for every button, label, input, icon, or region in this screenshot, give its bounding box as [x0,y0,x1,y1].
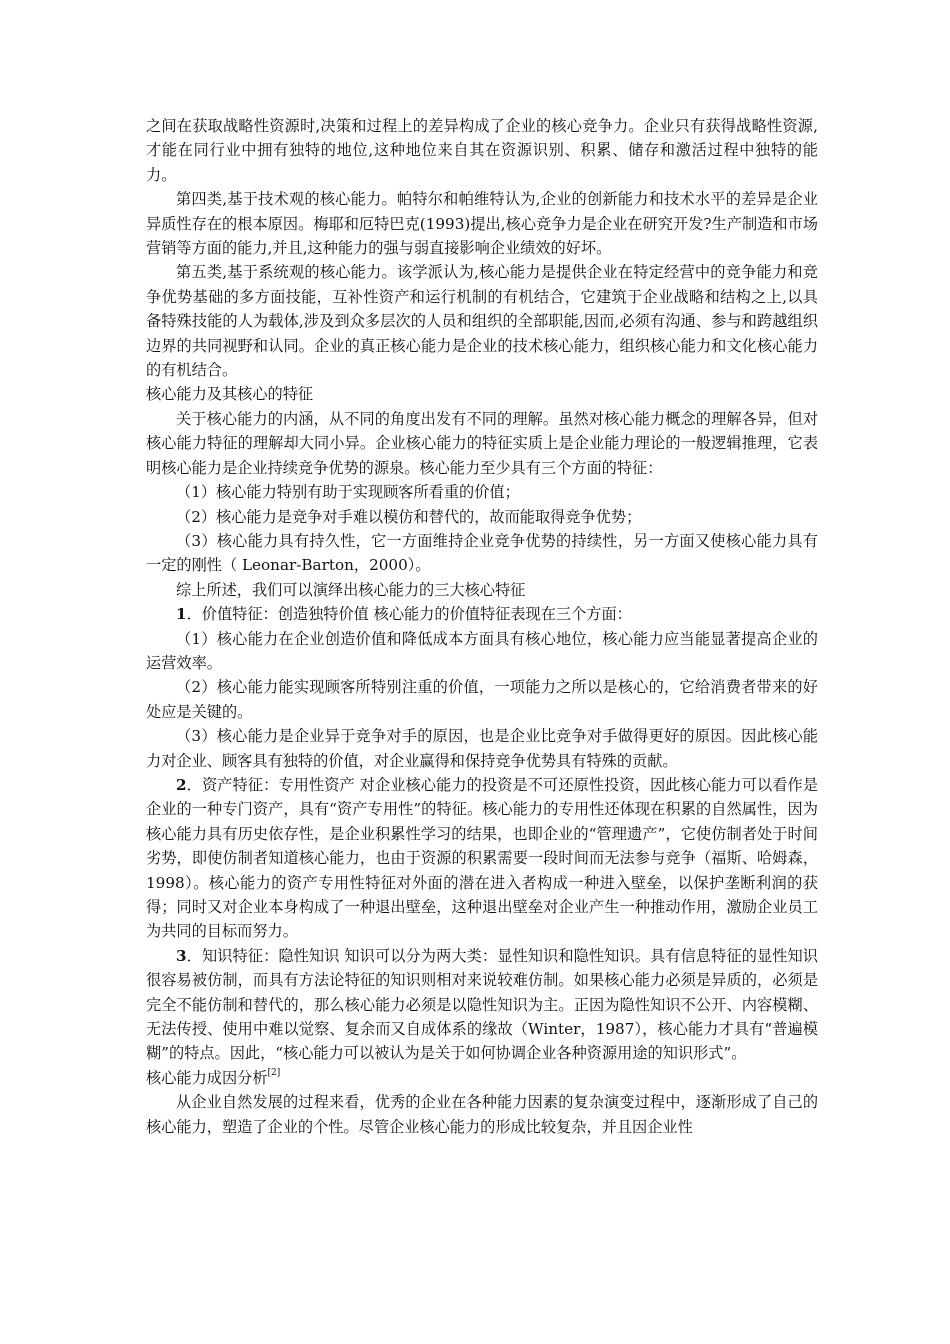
paragraph-1: 之间在获取战略性资源时,决策和过程上的差异构成了企业的核心竞争力。企业只有获得战略性资源, 才能在同行业中拥有独特的地位,这种地位来自其在资源识别、积累、储存和激活过程中独特的能力。 [146,117,818,184]
section-heading-2 [146,1066,818,1090]
feature-1-heading [146,602,818,626]
feature-1-item-1: （1）核心能力在企业创造价值和降低成本方面具有核心地位，核心能力应当能显著提高企业的运营效率。 [146,629,818,672]
list-item-1: （1）核心能力特别有助于实现顾客所看重的价值； [176,483,520,502]
paragraph-4: 关于核心能力的内涵，从不同的角度出发有不同的理解。虽然对核心能力概念的理解各异，但对核心能力特征的理解却大同小异。企业核心能力的特征实质上是企业能力理论的一般逻辑推理，它表明核心能力是企业持续竞争优势的源泉。核心能力至少具有三个方面的特征： [146,409,818,477]
paragraph-last: 从企业自然发展的过程来看，优秀的企业在各种能力因素的复杂演变过程中，逐渐形成了自己的核心能力，塑造了企业的个性。尽管企业核心能力的形成比较复杂，并且因企业性 [146,1093,818,1136]
document-page [146,114,818,1139]
feature-3-text: ．知识特征：隐性知识 知识可以分为两大类：显性知识和隐性知识。具有信息特征的显性知识很容易被仿制，而具有方法论特征的知识则相对来说较难仿制。如果核心能力必须是异质的，必须是完全不能仿制和替代的，那么核心能力必须是以隐性知识为主。正因为隐性知识不公开、内容模糊、无法传授、使用中难以觉察、复余而又自成体系的缘故（Winter，1987），核心能力才具有“普遍模糊”的特点。因此，“核心能力可以被认为是关于如何协调企业各种资源用途的知识形式”。 [146,946,818,1063]
paragraph-2: 第四类,基于技术观的核心能力。帕特尔和帕维特认为,企业的创新能力和技术水平的差异是企业异质性存在的根本原因。梅耶和厄特巴克(1993)提出,核心竞争力是企业在研究开发?生产制造和市场营销等方面的能力,并且,这种能力的强与弱直接影响企业绩效的好坏。 [146,190,818,258]
feature-1-text: ．价值特征：创造独特价值 核心能力的价值特征表现在三个方面： [186,605,632,624]
feature-1-item-2: （2）核心能力能实现顾客所特别注重的价值，一项能力之所以是核心的，它给消费者带来的好处应是关键的。 [146,678,818,721]
feature-2-text: ．资产特征：专用性资产 对企业核心能力的投资是不可还原性投资，因此核心能力可以看作是企业的一种专门资产，具有“资产专用性”的特征。核心能力的专用性还体现在积累的自然属性，因为核心能力具有历史依存性，是企业积累性学习的结果，也即企业的“管理遗产”，它使仿制者处于时间劣势，即使仿制者知道核心能力，也由于资源的积累需要一段时间而无法参与竞争（福斯、哈姆森，1998）。核心能力的资产专用性特征对外面的潜在进入者构成一种进入壁垒，以保护垄断利润的获得；同时又对企业本身构成了一种退出壁垒，这种退出壁垒对企业产生一种推动作用，激励企业员工为共同的目标而努力。 [146,775,818,941]
footnote-ref[interactable]: [2] [267,1067,281,1078]
feature-2-paragraph [146,773,818,944]
list-item-2: （2）核心能力是竞争对手难以模仿和替代的，故而能取得竞争优势； [176,507,642,526]
section-heading-1: 核心能力及其核心的特征 [146,385,314,404]
paragraph-summary: 综上所述，我们可以演绎出核心能力的三大核心特征 [176,580,526,599]
feature-1-number: 1 [176,605,187,624]
feature-3-number: 3 [176,946,187,965]
section-heading-2-text: 核心能力成因分析 [146,1068,268,1087]
paragraph-3: 第五类,基于系统观的核心能力。该学派认为,核心能力是提供企业在特定经营中的竞争能力和竞争优势基础的多方面技能，互补性资产和运行机制的有机结合，它建筑于企业战略和结构之上,以具备特殊技能的人为载体,涉及到众多层次的人员和组织的全部职能,因而,必须有沟通、参与和跨越组织边界的共同视野和认同。企业的真正核心能力是企业的技术核心能力，组织核心能力和文化核心能力的有机结合。 [146,263,818,380]
list-item-3: （3）核心能力具有持久性，它一方面维持企业竞争优势的持续性，另一方面又使核心能力具有一定的刚性（ Leonar-Barton，2000）。 [146,531,818,575]
feature-3-paragraph [146,944,818,1066]
feature-1-item-3: （3）核心能力是企业异于竞争对手的原因，也是企业比竞争对手做得更好的原因。因此核心能力对企业、顾客具有独特的价值，对企业赢得和保持竞争优势具有特殊的贡献。 [146,727,818,770]
feature-2-number: 2 [176,775,187,794]
